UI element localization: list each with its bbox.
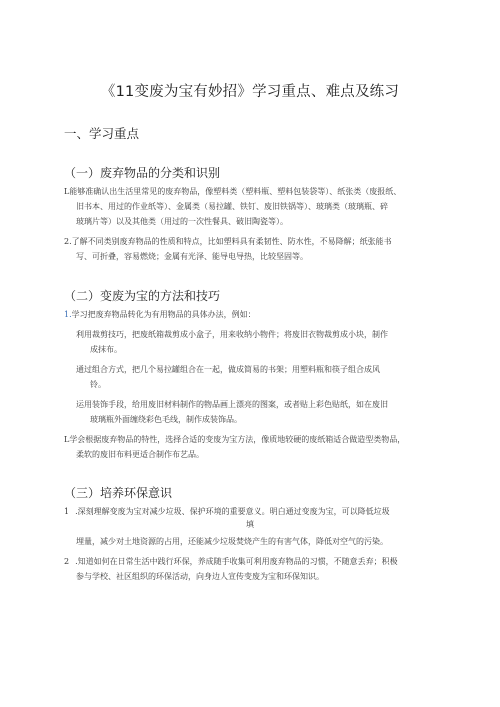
list-marker: 2 bbox=[64, 557, 70, 566]
section-heading-key-points: 一、学习重点 bbox=[64, 126, 140, 141]
list-marker: 1. bbox=[64, 310, 72, 319]
bullet-decorating-line-2: 玻璃瓶外面缠绕彩色毛线，制作成装饰品。 bbox=[90, 415, 242, 424]
paragraph-methods-1 bbox=[64, 307, 256, 322]
paragraph-classification-1-line-3: 玻璃片等）以及其他类（用过的一次性餐具、破旧陶瓷等）。 bbox=[76, 217, 288, 226]
paragraph-classification-1-line-2: 旧书本、用过的作业纸等）、金属类（易拉罐、铁钉、废旧铁锅等）、玻璃类（玻璃瓶、碎 bbox=[76, 202, 388, 211]
document-title: 《11变废为宝有妙招》学习重点、难点及练习 bbox=[100, 84, 400, 100]
list-marker: 1 bbox=[64, 507, 70, 516]
bullet-decorating-line-1: 运用装饰手段，给用废旧材料制作的物品画上漂亮的图案，或者贴上彩色贴纸，如在废旧 bbox=[76, 400, 388, 409]
paragraph-classification-2-line-1: 2.了解不同类别废弃物品的性质和特点，比如塑料具有柔韧性、防水性，不易降解；纸张能书 bbox=[64, 237, 392, 246]
paragraph-environment-2-line-1 bbox=[64, 554, 398, 569]
subsection-heading-environment: （三）培养环保意识 bbox=[64, 486, 173, 500]
bullet-cutting-line-1: 利用裁剪技巧，把废纸箱裁剪成小盒子，用来收纳小物件；将废旧衣物裁剪成小块，制作 bbox=[76, 330, 388, 339]
paragraph-methods-2-line-2: 柔软的废旧布料更适合制作布艺品。 bbox=[76, 450, 204, 459]
paragraph-environment-1-line-2: 埋量，减少对土地资源的占用，还能减少垃圾焚烧产生的有害气体，降低对空气的污染。 bbox=[76, 537, 388, 546]
bullet-combining-line-2: 铃。 bbox=[90, 380, 106, 389]
paragraph-classification-1-line-1: L能够准确认出生活里常见的废弃物品，像塑料类（塑料瓶、塑料包装袋等）、纸张类（废报纸、 bbox=[64, 187, 402, 196]
paragraph-environment-1-text: .深刻理解变废为宝对减少垃圾、保护环境的重要意义。明白通过变废为宝，可以降低垃圾 bbox=[75, 507, 390, 516]
paragraph-environment-2-line-2: 参与学校、社区组织的环保活动，向身边人宣传变废为宝和环保知识。 bbox=[76, 572, 324, 581]
paragraph-methods-2-line-1: L学会根据废弃物品的特性，选择合适的变废为宝方法，像质地较硬的废纸箱适合做造型类物品， bbox=[64, 435, 406, 444]
subsection-heading-methods: （二）变废为宝的方法和技巧 bbox=[64, 289, 221, 303]
bullet-cutting-line-2: 成抹布。 bbox=[90, 345, 122, 354]
paragraph-environment-1-line-1 bbox=[64, 504, 390, 519]
paragraph-classification-2-line-2: 写、可折叠，容易燃烧；金属有光泽、能导电导热，比较坚固等。 bbox=[76, 252, 308, 261]
subsection-heading-classification: （一）废弃物品的分类和识别 bbox=[64, 166, 221, 180]
paragraph-methods-1-text: 学习把废弃物品转化为有用物品的具体办法，例如： bbox=[71, 310, 256, 319]
paragraph-environment-2-text: .知道如何在日常生活中践行环保，养成随手收集可利用废弃物品的习惯，不随意丢弃；积极 bbox=[75, 557, 398, 566]
bullet-combining-line-1: 通过组合方式，把几个易拉罐组合在一起，做成简易的书架；用塑料瓶和筷子组合成风 bbox=[76, 365, 380, 374]
paragraph-environment-1-wrap: 填 bbox=[246, 520, 254, 529]
